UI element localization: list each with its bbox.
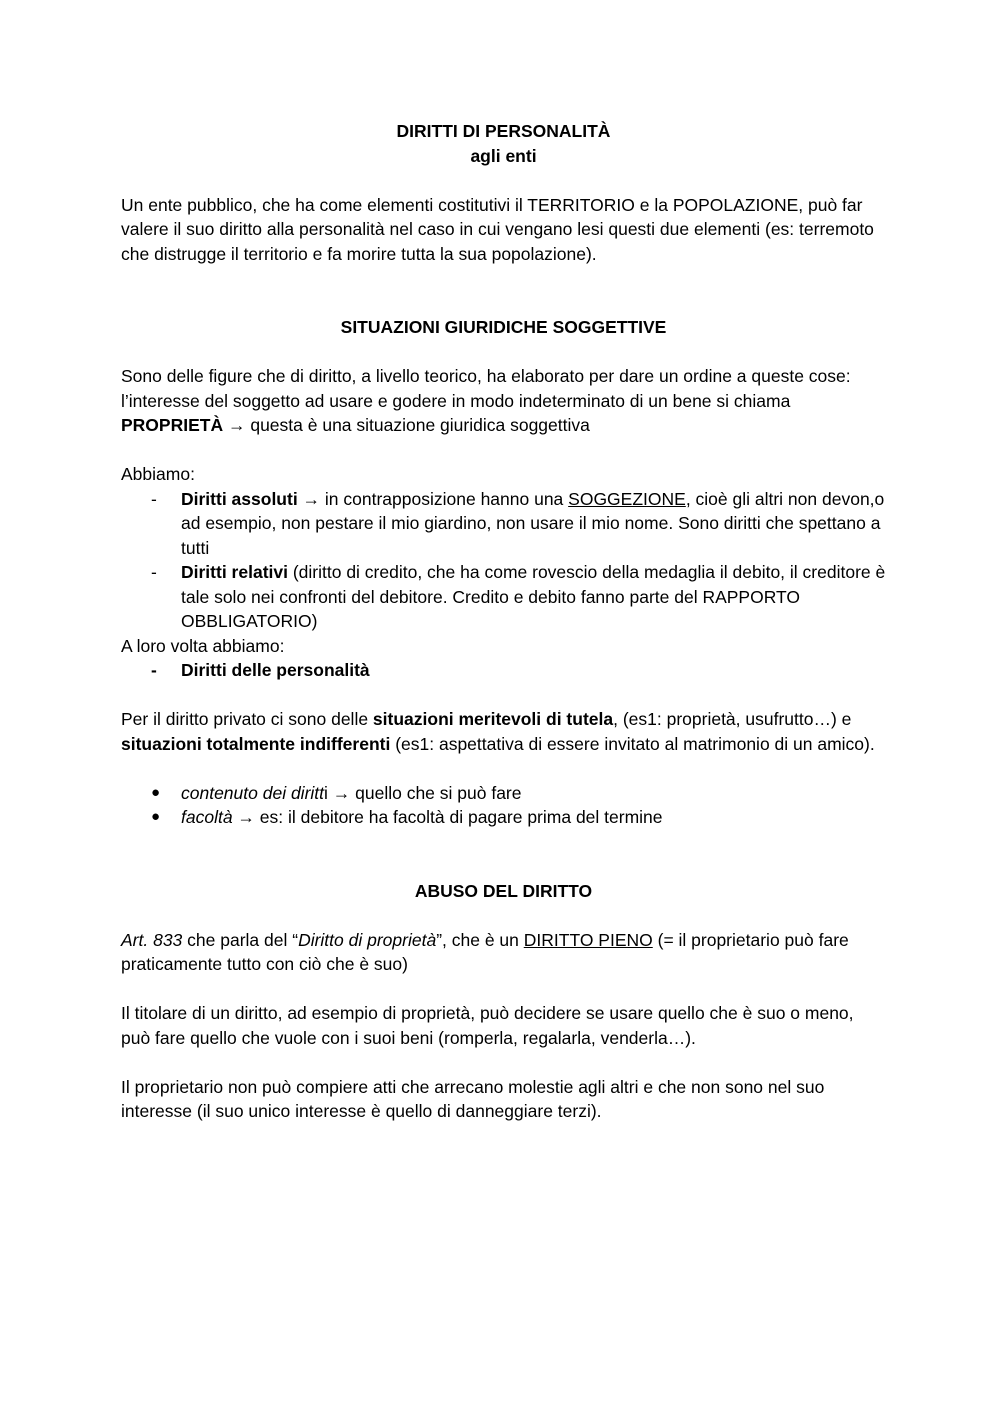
list-item-contenuto (121, 781, 886, 806)
paragraph-diritto-privato (121, 707, 886, 756)
item-text: → es: il debitore ha facoltà di pagare prima del termine (232, 807, 663, 827)
intro-text: Sono delle figure che di diritto, a livello teorico, ha elaborato per dare un ordine a queste cose: l’interesse del soggetto ad usare e godere in modo indeterminato di un bene si chiama (121, 366, 851, 411)
underlined-diritto-pieno: DIRITTO PIENO (523, 929, 653, 950)
section-subtitle-agli-enti: agli enti (470, 145, 537, 166)
item-text: → in contrapposizione hanno una (297, 488, 569, 509)
list-item-diritti-assoluti (121, 487, 886, 561)
section-title-situazioni-giuridiche: SITUAZIONI GIURIDICHE SOGGETTIVE (340, 317, 667, 337)
paragraph-titolare: Il titolare di un diritto, ad esempio di proprietà, può decidere se usare quello che è suo o meno, può fare quello che vuole con i suoi beni (romperla, regalarla, venderla…). (121, 1003, 854, 1048)
item-bold: Diritti delle personalità (181, 660, 370, 680)
dash-list-personalita (121, 658, 886, 683)
paragraph-ente-pubblico: Un ente pubblico, che ha come elementi costitutivi il TERRITORIO e la POPOLAZIONE, può far valere il suo diritto alla personalità nel caso in cui vengano lesi questi due elementi (es: terremoto che distrugge il territorio e fa morire tutta la sua popolazione). (121, 194, 874, 264)
item-bold: Diritti relativi (181, 562, 288, 582)
list-item-facolta (121, 805, 886, 830)
italic-contenuto: contenuto dei diritt (181, 782, 325, 803)
section-title-abuso-diritto: ABUSO DEL DIRITTO (414, 880, 593, 901)
section-title-diritti-personalita: DIRITTI DI PERSONALITÀ (396, 121, 611, 141)
italic-facolta: facoltà (181, 807, 233, 827)
para-text-mid: , (es1: proprietà, usufrutto…) e (613, 709, 852, 729)
item-bold: Diritti assoluti (181, 488, 298, 509)
list-item-diritti-relativi (121, 560, 886, 634)
intro-tail: → questa è una situazione giuridica soggettiva (223, 415, 590, 435)
paragraph-figure-diritto (121, 364, 886, 438)
paragraph-art-833 (121, 928, 886, 977)
bullet-marker: ● (151, 808, 161, 825)
underlined-soggezione: SOGGEZIONE (568, 488, 686, 509)
bold-indifferenti: situazioni totalmente indifferenti (121, 733, 391, 754)
para-text: che parla del “ (182, 929, 299, 950)
bullet-list (121, 781, 886, 830)
list-item-diritti-personalita (121, 658, 886, 683)
dash-list-diritti (121, 487, 886, 634)
label-abbiamo: Abbiamo: (121, 464, 195, 484)
intro-bold-proprieta: PROPRIETÀ (121, 415, 224, 435)
document-page (121, 119, 886, 1124)
dash-marker: - (151, 488, 157, 509)
bold-meritevoli: situazioni meritevoli di tutela (372, 709, 614, 729)
dash-marker: - (151, 562, 157, 582)
para-text-tail: (= il proprietario può fare praticamente tutto con ciò che è suo) (121, 929, 849, 974)
para-text-tail: (es1: aspettativa di essere invitato al matrimonio di un amico). (390, 733, 875, 754)
italic-diritto-proprieta: Diritto di proprietà (298, 929, 437, 950)
dash-marker: - (151, 660, 157, 680)
item-text: (diritto di credito, che ha come rovescio della medaglia il debito, il creditore è tale solo nei confronti del debitore. Credito e debito fanno parte del RAPPORTO OBBLIGATORIO) (181, 562, 886, 631)
item-text: i → quello che si può fare (324, 782, 522, 803)
bullet-marker: ● (151, 783, 161, 801)
italic-art: Art. 833 (121, 929, 183, 950)
para-text: Per il diritto privato ci sono delle (121, 709, 373, 729)
para-text-mid: ”, che è un (436, 929, 524, 950)
paragraph-proprietario: Il proprietario non può compiere atti che arrecano molestie agli altri e che non sono nel suo interesse (il suo unico interesse è quello di danneggiare terzi). (121, 1076, 825, 1121)
label-a-loro-volta: A loro volta abbiamo: (121, 635, 285, 656)
item-text-tail: , cioè gli altri non devon,o ad esempio, non pestare il mio giardino, non usare il mio nome. Sono diritti che spettano a tutti (181, 488, 885, 558)
